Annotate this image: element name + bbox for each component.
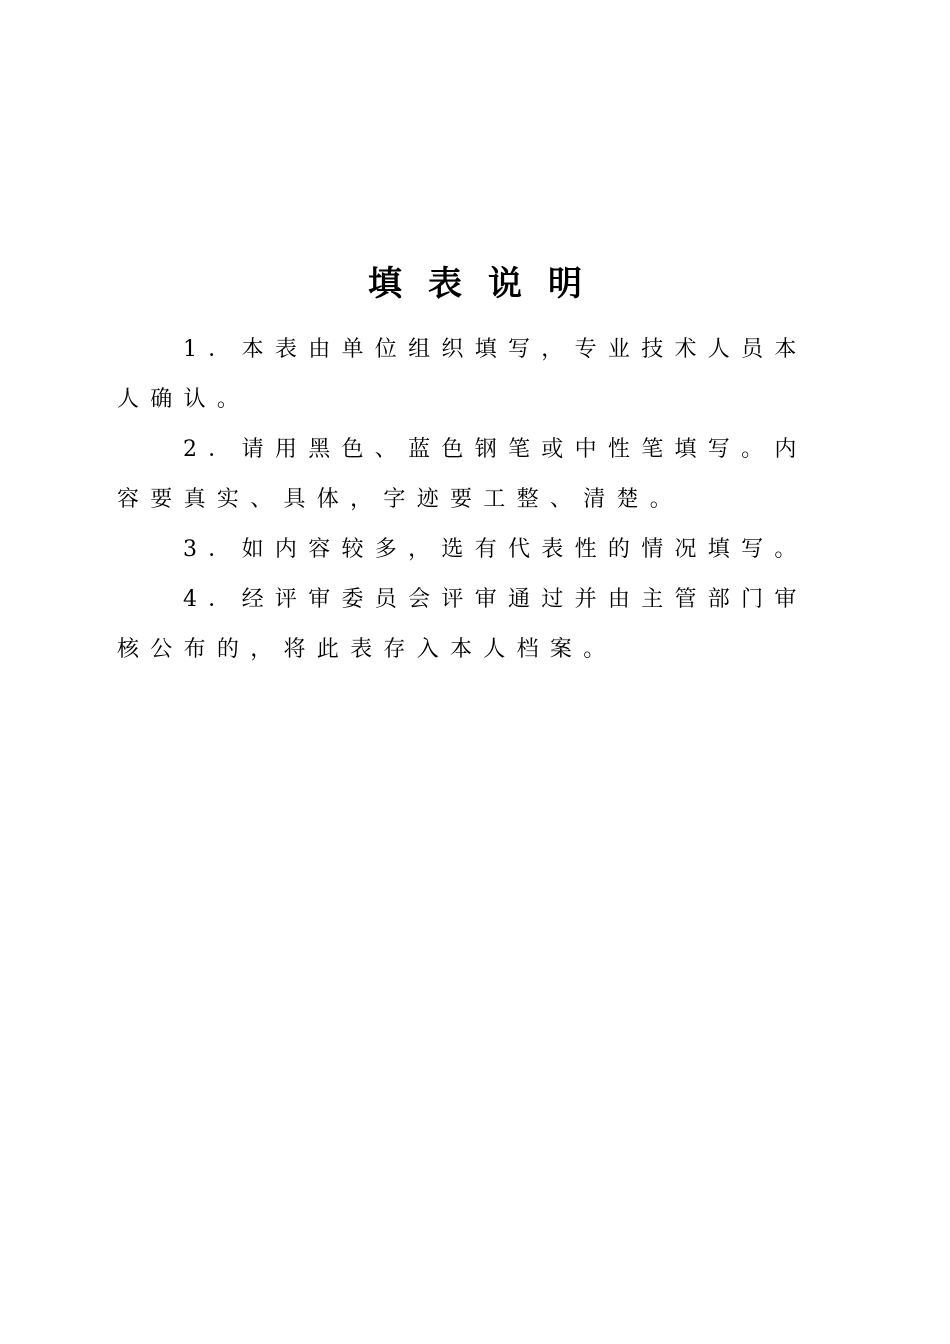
instruction-item-2: 2．请用黑色、蓝色钢笔或中性笔填写。内容要真实、具体，字迹要工整、清楚。 xyxy=(117,437,808,512)
page-title: 填表说明 xyxy=(368,264,608,304)
instructions-body xyxy=(117,325,831,675)
instruction-item-1: 1．本表由单位组织填写，专业技术人员本人确认。 xyxy=(117,337,808,412)
instruction-item-3: 3．如内容较多，选有代表性的情况填写。 xyxy=(183,537,808,562)
instruction-item-4: 4．经评审委员会评审通过并由主管部门审核公布的，将此表存入本人档案。 xyxy=(117,587,808,662)
